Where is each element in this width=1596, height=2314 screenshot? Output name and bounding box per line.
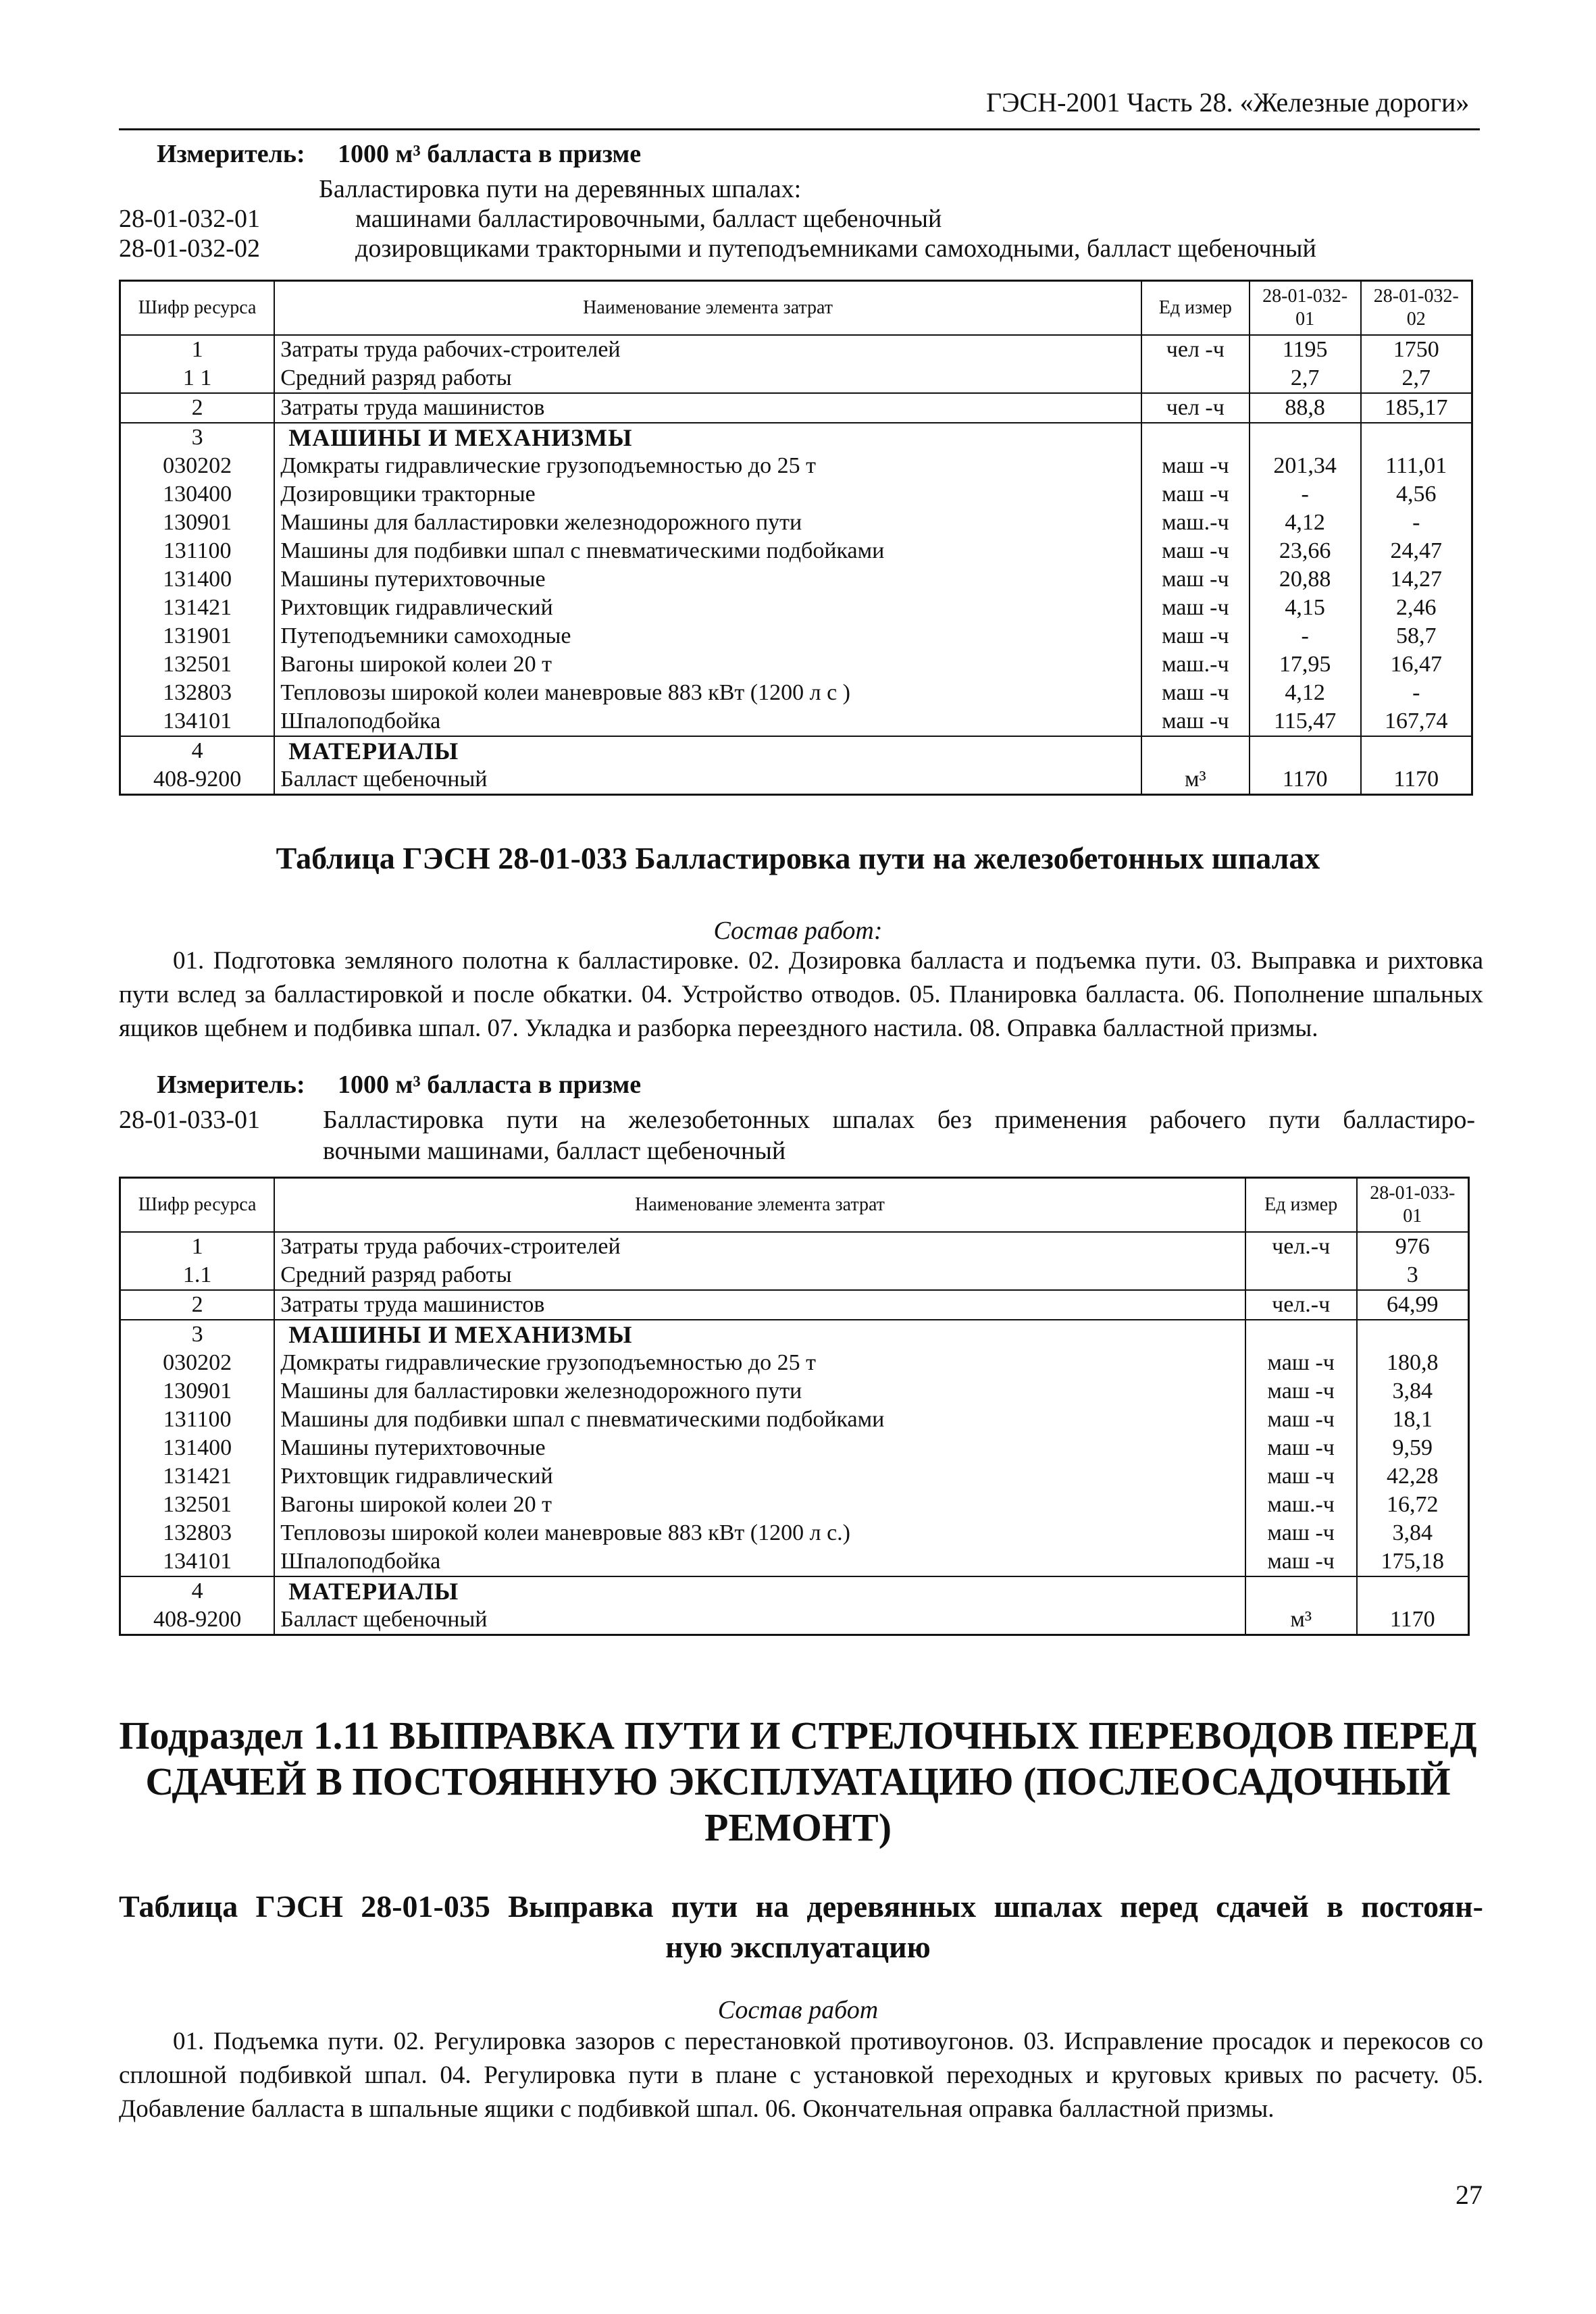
cell-name: Рихтовщик гидравлический bbox=[274, 594, 1141, 622]
code-text-28-01-032-01: машинами балластировочными, балласт щебеночный bbox=[355, 205, 942, 233]
cell-unit: маш -ч bbox=[1245, 1462, 1357, 1491]
cell-value: 1170 bbox=[1357, 1605, 1469, 1635]
cell-value: 64,99 bbox=[1357, 1290, 1469, 1320]
table-row bbox=[120, 594, 1472, 622]
cell-code: 131100 bbox=[120, 537, 275, 565]
cell-name: Машины для балластировки железнодорожного пути bbox=[274, 509, 1141, 537]
cell-value: 17,95 bbox=[1250, 650, 1361, 679]
cell-value: 23,66 bbox=[1250, 537, 1361, 565]
cell-unit: маш -ч bbox=[1245, 1377, 1357, 1406]
cell-name: МАТЕРИАЛЫ bbox=[274, 736, 1141, 765]
cell-unit: маш -ч bbox=[1245, 1406, 1357, 1434]
col-header-name: Наименование элемента затрат bbox=[274, 1178, 1245, 1233]
table-row bbox=[120, 1349, 1469, 1377]
cell-name: Дозировщики тракторные bbox=[274, 480, 1141, 509]
cell-name: Машины для подбивки шпал с пневматическими подбойками bbox=[274, 1406, 1245, 1434]
meter-label-2: Измеритель: bbox=[157, 1071, 305, 1099]
cell-value: 4,12 bbox=[1250, 679, 1361, 707]
works-label-035: Состав работ bbox=[717, 1996, 879, 2024]
cell-value: 3 bbox=[1357, 1261, 1469, 1290]
cell-value: 3,84 bbox=[1357, 1519, 1469, 1547]
cell-name: Рихтовщик гидравлический bbox=[274, 1462, 1245, 1491]
cell-unit: маш.-ч bbox=[1245, 1491, 1357, 1519]
col-header-unit: Ед измер bbox=[1245, 1178, 1357, 1233]
cell-unit: маш -ч bbox=[1245, 1547, 1357, 1576]
cell-value: - bbox=[1250, 622, 1361, 650]
cell-name: Машины путерихтовочные bbox=[274, 565, 1141, 594]
cell-unit: маш -ч bbox=[1141, 480, 1250, 509]
table-row bbox=[120, 509, 1472, 537]
cell-unit: маш -ч bbox=[1141, 707, 1250, 736]
cell-value-2: - bbox=[1361, 509, 1472, 537]
table-row bbox=[120, 1377, 1469, 1406]
cell-code: 2 bbox=[120, 393, 275, 423]
cell-value-2: 24,47 bbox=[1361, 537, 1472, 565]
cell-unit: маш -ч bbox=[1141, 565, 1250, 594]
table-row bbox=[120, 364, 1472, 393]
table-header-row bbox=[120, 1178, 1469, 1233]
cell-name: Затраты труда машинистов bbox=[274, 393, 1141, 423]
cell-unit: маш.-ч bbox=[1141, 509, 1250, 537]
cell-value bbox=[1250, 423, 1361, 452]
cell-value: 1195 bbox=[1250, 335, 1361, 364]
cell-unit: м³ bbox=[1141, 765, 1250, 795]
cell-unit: м³ bbox=[1245, 1605, 1357, 1635]
cell-name: Шпалоподбойка bbox=[274, 707, 1141, 736]
cell-value-2: 14,27 bbox=[1361, 565, 1472, 594]
cell-code: 3 bbox=[120, 1320, 275, 1349]
subsection-title-line3: РЕМОНТ) bbox=[704, 1805, 892, 1849]
table-row bbox=[120, 1576, 1469, 1605]
cell-name: Домкраты гидравлические грузоподъемностью до 25 т bbox=[274, 1349, 1245, 1377]
col-header-032-01: 28-01-032-01 bbox=[1250, 281, 1361, 336]
cell-value: 4,12 bbox=[1250, 509, 1361, 537]
cell-code: 130400 bbox=[120, 480, 275, 509]
code-text-28-01-032-02: дозировщиками тракторными и путеподъемниками самоходными, балласт щебеночный bbox=[355, 234, 1316, 263]
cell-value: 115,47 bbox=[1250, 707, 1361, 736]
cell-value-2: 16,47 bbox=[1361, 650, 1472, 679]
cell-name: Вагоны широкой колеи 20 т bbox=[274, 650, 1141, 679]
cell-value-2: 4,56 bbox=[1361, 480, 1472, 509]
cell-code: 130901 bbox=[120, 1377, 275, 1406]
code-28-01-033-01: 28-01-033-01 bbox=[119, 1106, 260, 1134]
cell-code: 131901 bbox=[120, 622, 275, 650]
header-rule bbox=[119, 128, 1480, 130]
cell-unit: маш -ч bbox=[1245, 1434, 1357, 1462]
col-header-032-02: 28-01-032-02 bbox=[1361, 281, 1472, 336]
cell-unit: маш -ч bbox=[1245, 1349, 1357, 1377]
cell-value-2: 2,7 bbox=[1361, 364, 1472, 393]
cell-code: 131100 bbox=[120, 1406, 275, 1434]
cell-value-2: 185,17 bbox=[1361, 393, 1472, 423]
cell-value-2 bbox=[1361, 736, 1472, 765]
code-28-01-032-02: 28-01-032-02 bbox=[119, 234, 260, 263]
cell-code: 408-9200 bbox=[120, 765, 275, 795]
cell-code: 131421 bbox=[120, 594, 275, 622]
table-row bbox=[120, 1320, 1469, 1349]
cell-value-2 bbox=[1361, 423, 1472, 452]
cell-unit: чел.-ч bbox=[1245, 1290, 1357, 1320]
col-header-unit: Ед измер bbox=[1141, 281, 1250, 336]
col-header-033-01: 28-01-033-01 bbox=[1357, 1178, 1469, 1233]
cell-code: 030202 bbox=[120, 1349, 275, 1377]
cell-name: Средний разряд работы bbox=[274, 364, 1141, 393]
cell-code: 1 1 bbox=[120, 364, 275, 393]
table-row bbox=[120, 1605, 1469, 1635]
cell-code: 132803 bbox=[120, 1519, 275, 1547]
cell-name: Затраты труда рабочих-строителей bbox=[274, 335, 1141, 364]
running-header: ГЭСН-2001 Часть 28. «Железные дороги» bbox=[986, 87, 1470, 118]
cell-unit: чел -ч bbox=[1141, 393, 1250, 423]
cell-unit bbox=[1141, 364, 1250, 393]
cell-unit: чел.-ч bbox=[1245, 1232, 1357, 1261]
cell-code: 132501 bbox=[120, 1491, 275, 1519]
table-title-035-line1: Таблица ГЭСН 28-01-035 Выправка пути на деревянных шпалах перед сдачей в постоян- bbox=[119, 1889, 1483, 1924]
works-text-035: 01. Подъемка пути. 02. Регулировка зазоров с перестановкой противоугонов. 03. Исправление просадок и перекосов со сплошной подбивкой шпал. 04. Регулировка пути в плане с установкой переходных и круговых кривых по расчету. 05. Добавление балласта в шпальные ящики с подбивкой шпал. 06. Окончательная оправка балластной призмы. bbox=[119, 2028, 1483, 2123]
table-row bbox=[120, 335, 1472, 364]
cell-name: Балласт щебеночный bbox=[274, 1605, 1245, 1635]
cell-code: 131400 bbox=[120, 565, 275, 594]
page-number: 27 bbox=[1456, 2180, 1483, 2210]
cell-name: Тепловозы широкой колеи маневровые 883 кВт (1200 л с ) bbox=[274, 679, 1141, 707]
cell-code: 4 bbox=[120, 736, 275, 765]
cell-code: 2 bbox=[120, 1290, 275, 1320]
cell-unit: маш -ч bbox=[1245, 1519, 1357, 1547]
cell-value-2: - bbox=[1361, 679, 1472, 707]
cell-code: 131421 bbox=[120, 1462, 275, 1491]
code-text-033-line1: Балластировка пути на железобетонных шпалах без применения рабочего пути балластиро- bbox=[323, 1106, 1475, 1134]
cell-unit: маш -ч bbox=[1141, 594, 1250, 622]
table-row bbox=[120, 423, 1472, 452]
table-row bbox=[120, 565, 1472, 594]
subsection-title-line2: СДАЧЕЙ В ПОСТОЯННУЮ ЭКСПЛУАТАЦИЮ (ПОСЛЕОСАДОЧНЫЙ bbox=[145, 1759, 1451, 1803]
cell-code: 3 bbox=[120, 423, 275, 452]
cell-unit: маш.-ч bbox=[1141, 650, 1250, 679]
cell-value: 1170 bbox=[1250, 765, 1361, 795]
col-header-code: Шифр ресурса bbox=[120, 1178, 275, 1233]
cell-code: 1 bbox=[120, 335, 275, 364]
table-row bbox=[120, 1261, 1469, 1290]
cell-unit: маш -ч bbox=[1141, 452, 1250, 480]
cell-value: 16,72 bbox=[1357, 1491, 1469, 1519]
cell-value: 4,15 bbox=[1250, 594, 1361, 622]
cell-value: 976 bbox=[1357, 1232, 1469, 1261]
subsection-title-line1: Подраздел 1.11 ВЫПРАВКА ПУТИ И СТРЕЛОЧНЫХ ПЕРЕВОДОВ ПЕРЕД bbox=[119, 1714, 1477, 1757]
works-label-033: Состав работ: bbox=[713, 917, 883, 945]
cell-value: - bbox=[1250, 480, 1361, 509]
cell-code: 132803 bbox=[120, 679, 275, 707]
resource-table-033 bbox=[119, 1177, 1470, 1636]
cell-value: 20,88 bbox=[1250, 565, 1361, 594]
meter-label-1: Измеритель: bbox=[157, 140, 305, 168]
cell-unit: маш -ч bbox=[1141, 622, 1250, 650]
cell-code: 132501 bbox=[120, 650, 275, 679]
cell-value: 9,59 bbox=[1357, 1434, 1469, 1462]
cell-value bbox=[1357, 1320, 1469, 1349]
table-header-row bbox=[120, 281, 1472, 336]
cell-name: Затраты труда машинистов bbox=[274, 1290, 1245, 1320]
cell-code: 1.1 bbox=[120, 1261, 275, 1290]
table-row bbox=[120, 480, 1472, 509]
cell-unit bbox=[1245, 1320, 1357, 1349]
cell-unit bbox=[1141, 736, 1250, 765]
table-row bbox=[120, 1491, 1469, 1519]
cell-code: 130901 bbox=[120, 509, 275, 537]
cell-name: Вагоны широкой колеи 20 т bbox=[274, 1491, 1245, 1519]
cell-value: 42,28 bbox=[1357, 1462, 1469, 1491]
table-title-033: Таблица ГЭСН 28-01-033 Балластировка пути на железобетонных шпалах bbox=[276, 841, 1320, 875]
cell-code: 131400 bbox=[120, 1434, 275, 1462]
resource-table-032 bbox=[119, 280, 1473, 796]
cell-name: Путеподъемники самоходные bbox=[274, 622, 1141, 650]
table-row bbox=[120, 622, 1472, 650]
col-header-name: Наименование элемента затрат bbox=[274, 281, 1141, 336]
cell-name: Машины для балластировки железнодорожного пути bbox=[274, 1377, 1245, 1406]
code-28-01-032-01: 28-01-032-01 bbox=[119, 205, 260, 233]
cell-code: 030202 bbox=[120, 452, 275, 480]
cell-value: 180,8 bbox=[1357, 1349, 1469, 1377]
cell-name: Балласт щебеночный bbox=[274, 765, 1141, 795]
code-text-033-line2: вочными машинами, балласт щебеночный bbox=[323, 1137, 786, 1165]
cell-value: 201,34 bbox=[1250, 452, 1361, 480]
cell-value: 175,18 bbox=[1357, 1547, 1469, 1576]
table-row bbox=[120, 1462, 1469, 1491]
meter-value-1: 1000 м³ балласта в призме bbox=[338, 140, 642, 168]
table-row bbox=[120, 1232, 1469, 1261]
table-row bbox=[120, 765, 1472, 795]
cell-value: 88,8 bbox=[1250, 393, 1361, 423]
cell-value: 3,84 bbox=[1357, 1377, 1469, 1406]
cell-name: МАТЕРИАЛЫ bbox=[274, 1576, 1245, 1605]
cell-code: 408-9200 bbox=[120, 1605, 275, 1635]
works-text-033: 01. Подготовка земляного полотна к балластировке. 02. Дозировка балласта и подъемка пути. 03. Выправка и рихтовка пути вслед за балластировкой и после обкатки. 04. Устройство отводов. 05. Планировка балласта. 06. Пополнение шпальных ящиков щебнем и подбивка шпал. 07. Укладка и разборка переездного настила. 08. Оправка балластной призмы. bbox=[119, 947, 1483, 1042]
cell-name: Затраты труда рабочих-строителей bbox=[274, 1232, 1245, 1261]
cell-name: Средний разряд работы bbox=[274, 1261, 1245, 1290]
cell-value: 2,7 bbox=[1250, 364, 1361, 393]
table-row bbox=[120, 650, 1472, 679]
cell-name: Машины для подбивки шпал с пневматическими подбойками bbox=[274, 537, 1141, 565]
cell-value-2: 167,74 bbox=[1361, 707, 1472, 736]
cell-name: Машины путерихтовочные bbox=[274, 1434, 1245, 1462]
cell-code: 4 bbox=[120, 1576, 275, 1605]
cell-unit bbox=[1141, 423, 1250, 452]
cell-unit: чел -ч bbox=[1141, 335, 1250, 364]
cell-unit bbox=[1245, 1261, 1357, 1290]
col-header-code: Шифр ресурса bbox=[120, 281, 275, 336]
table-row bbox=[120, 1290, 1469, 1320]
table-title-035-line2: ную эксплуатацию bbox=[665, 1930, 931, 1964]
cell-value-2: 58,7 bbox=[1361, 622, 1472, 650]
cell-name: Домкраты гидравлические грузоподъемностью до 25 т bbox=[274, 452, 1141, 480]
table-row bbox=[120, 1406, 1469, 1434]
table-row bbox=[120, 393, 1472, 423]
cell-value-2: 1170 bbox=[1361, 765, 1472, 795]
table-row bbox=[120, 1547, 1469, 1576]
table-row bbox=[120, 707, 1472, 736]
table-row bbox=[120, 537, 1472, 565]
table-row bbox=[120, 679, 1472, 707]
cell-code: 134101 bbox=[120, 1547, 275, 1576]
table-row bbox=[120, 736, 1472, 765]
cell-code: 1 bbox=[120, 1232, 275, 1261]
cell-unit: маш -ч bbox=[1141, 537, 1250, 565]
cell-name: Тепловозы широкой колеи маневровые 883 кВт (1200 л с.) bbox=[274, 1519, 1245, 1547]
cell-unit: маш -ч bbox=[1141, 679, 1250, 707]
meter-value-2: 1000 м³ балласта в призме bbox=[338, 1071, 642, 1099]
cell-code: 134101 bbox=[120, 707, 275, 736]
cell-value bbox=[1250, 736, 1361, 765]
table-row bbox=[120, 452, 1472, 480]
table-row bbox=[120, 1434, 1469, 1462]
cell-name: Шпалоподбойка bbox=[274, 1547, 1245, 1576]
cell-value-2: 111,01 bbox=[1361, 452, 1472, 480]
cell-value bbox=[1357, 1576, 1469, 1605]
cell-name: МАШИНЫ И МЕХАНИЗМЫ bbox=[274, 423, 1141, 452]
cell-value-2: 1750 bbox=[1361, 335, 1472, 364]
cell-name: МАШИНЫ И МЕХАНИЗМЫ bbox=[274, 1320, 1245, 1349]
cell-value-2: 2,46 bbox=[1361, 594, 1472, 622]
cell-value: 18,1 bbox=[1357, 1406, 1469, 1434]
cell-unit bbox=[1245, 1576, 1357, 1605]
table-row bbox=[120, 1519, 1469, 1547]
intro-text-1: Балластировка пути на деревянных шпалах: bbox=[319, 175, 802, 203]
